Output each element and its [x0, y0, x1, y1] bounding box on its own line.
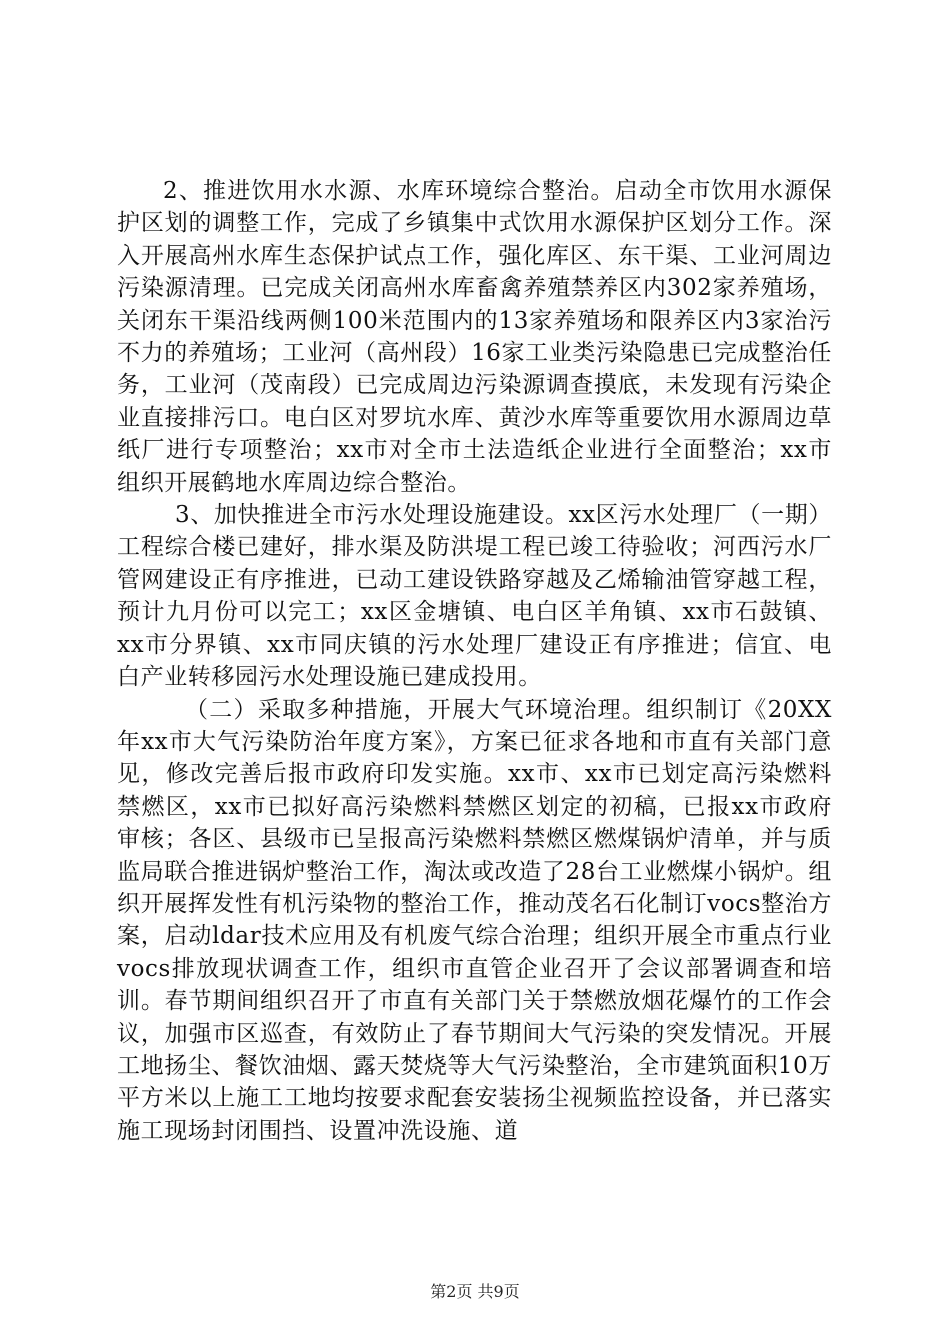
document-body — [117, 175, 832, 1147]
paragraph-air-pollution: （二）采取多种措施，开展大气环境治理。组织制订《20XX年xx市大气污染防治年度方案》，方案已征求各地和市直有关部门意见，修改完善后报市政府印发实施。xx市、xx市已划定高污染燃料禁燃区，xx市已拟好高污染燃料禁燃区划定的初稿，已报xx市政府审核；各区、县级市已呈报高污染燃料禁燃区燃煤锅炉清单，并与质监局联合推进锅炉整治工作，淘汰或改造了28台工业燃煤小锅炉。组织开展挥发性有机污染物的整治工作，推动茂名石化制订vocs整治方案，启动ldar技术应用及有机废气综合治理；组织开展全市重点行业vocs排放现状调查工作，组织市直管企业召开了会议部署调查和培训。春节期间组织召开了市直有关部门关于禁燃放烟花爆竹的工作会议，加强市区巡查，有效防止了春节期间大气污染的突发情况。开展工地扬尘、餐饮油烟、露天焚烧等大气污染整治，全市建筑面积10万平方米以上施工工地均按要求配套安装扬尘视频监控设备，并已落实施工现场封闭围挡、设置冲洗设施、道 — [117, 696, 832, 1144]
paragraph-sewage-treatment: 3、加快推进全市污水处理设施建设。xx区污水处理厂（一期）工程综合楼已建好，排水渠及防洪堤工程已竣工待验收；河西污水厂管网建设正有序推进，已动工建设铁路穿越及乙烯输油管穿越工程，预计九月份可以完工；xx区金塘镇、电白区羊角镇、xx市石鼓镇、xx市分界镇、xx市同庆镇的污水处理厂建设正有序推进；信宜、电白产业转移园污水处理设施已建成投用。 — [117, 502, 832, 691]
paragraph-drinking-water: 2、推进饮用水水源、水库环境综合整治。启动全市饮用水源保护区划的调整工作，完成了乡镇集中式饮用水源保护区划分工作。深入开展高州水库生态保护试点工作，强化库区、东干渠、工业河周边污染源清理。已完成关闭高州水库畜禽养殖禁养区内302家养殖场，关闭东干渠沿线两侧100米范围内的13家养殖场和限养区内3家治污不力的养殖场；工业河（高州段）16家工业类污染隐患已完成整治任务，工业河（茂南段）已完成周边污染源调查摸底，未发现有污染企业直接排污口。电白区对罗坑水库、黄沙水库等重要饮用水源周边草纸厂进行专项整治；xx市对全市土法造纸企业进行全面整治；xx市组织开展鹤地水库周边综合整治。 — [117, 178, 832, 496]
page-number-footer: 第2页 共9页 — [430, 1282, 520, 1301]
